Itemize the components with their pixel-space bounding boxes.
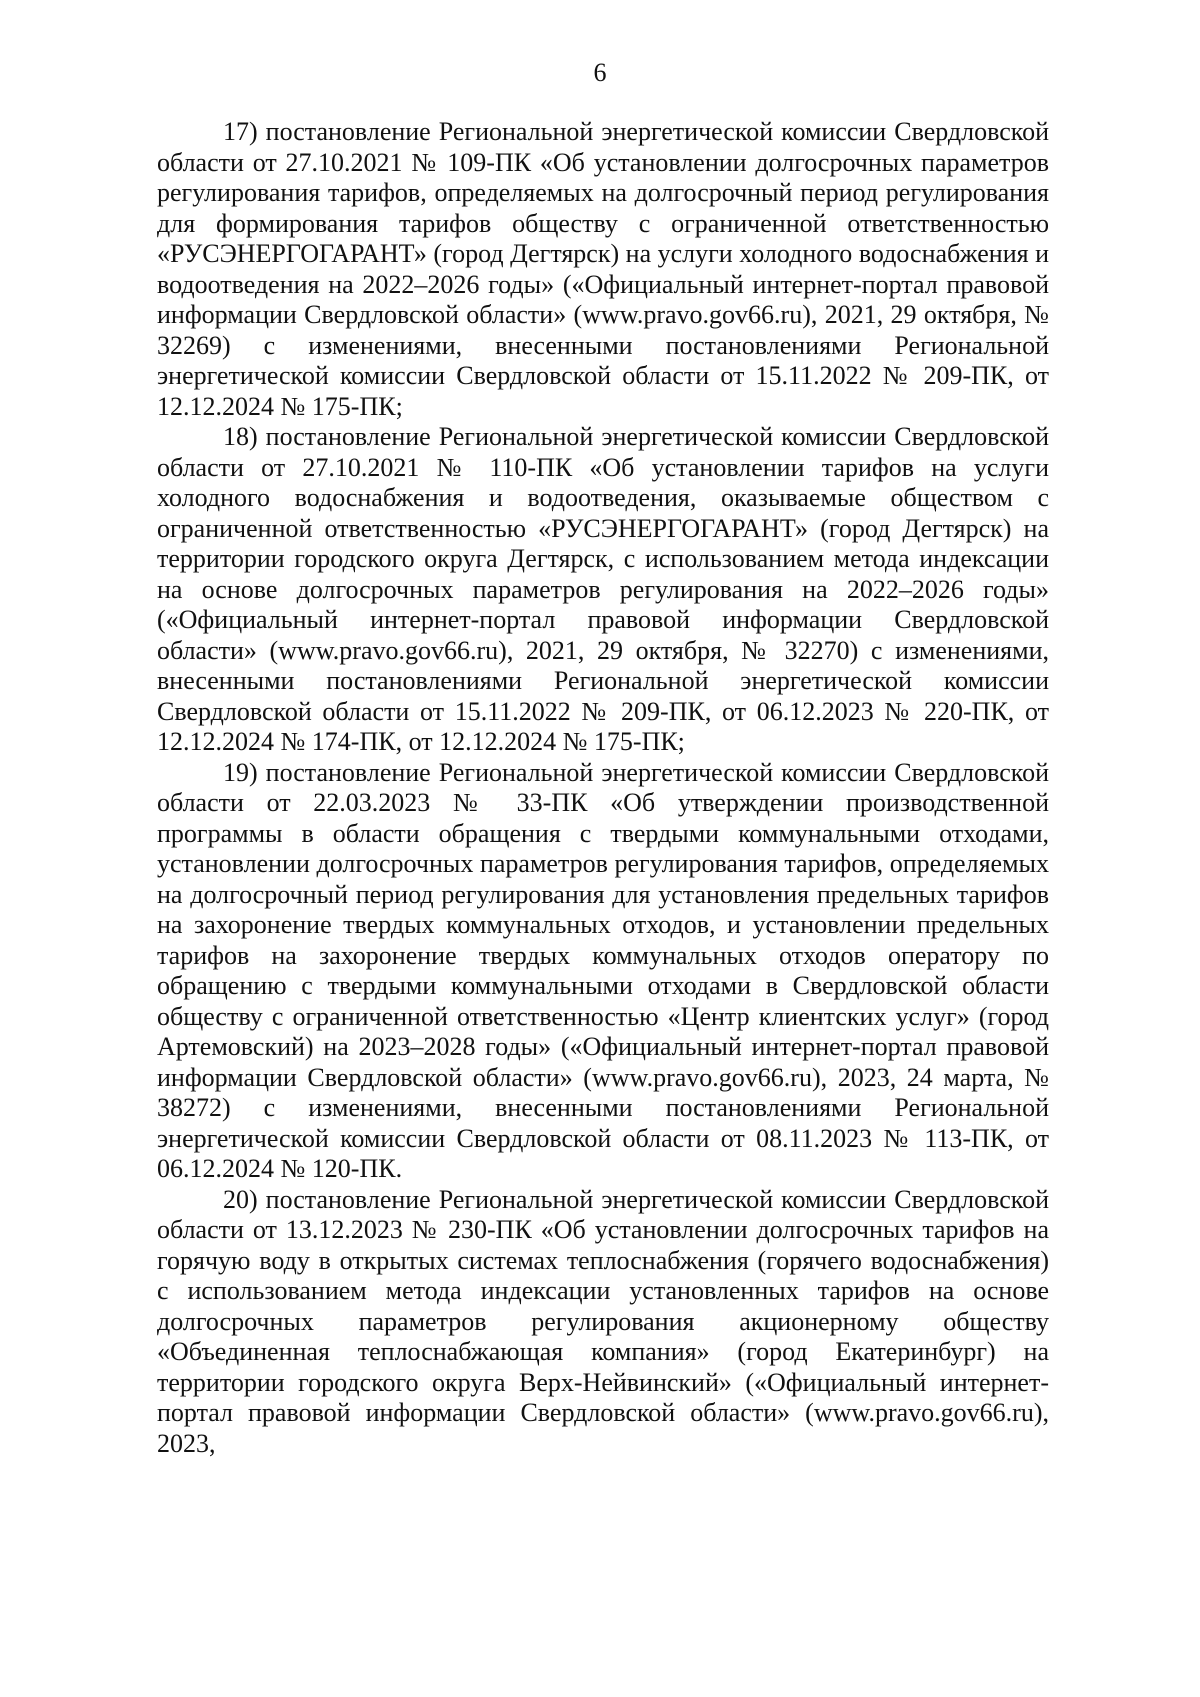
page-number: 6 [593, 58, 607, 87]
paragraph-item-17: 17) постановление Региональной энергетической комиссии Свердловской области от 27.10.2021 № 109-ПК «Об установлении долгосрочных параметров регулирования тарифов, определяемых на долгосрочный период регулирования для формирования тарифов обществу с ограниченной ответственностью «РУСЭНЕРГОГАРАНТ» (город Дегтярск) на услуги холодного водоснабжения и водоотведения на 2022–2026 годы» («Официальный интернет-портал правовой информации Свердловской области» (www.pravo.gov66.ru), 2021, 29 октября, № 32269) с изменениями, внесенными постановлениями Региональной энергетической комиссии Свердловской области от 15.11.2022 № 209-ПК, от 12.12.2024 № 175-ПК; [157, 117, 1049, 421]
paragraph-item-18: 18) постановление Региональной энергетической комиссии Свердловской области от 27.10.2021 № 110-ПК «Об установлении тарифов на услуги холодного водоснабжения и водоотведения, оказываемые обществом с ограниченной ответственностью «РУСЭНЕРГОГАРАНТ» (город Дегтярск) на территории городского округа Дегтярск, с использованием метода индексации на основе долгосрочных параметров регулирования на 2022–2026 годы» («Официальный интернет-портал правовой информации Свердловской области» (www.pravo.gov66.ru), 2021, 29 октября, № 32270) с изменениями, внесенными постановлениями Региональной энергетической комиссии Свердловской области от 15.11.2022 № 209-ПК, от 06.12.2023 № 220-ПК, от 12.12.2024 № 174-ПК, от 12.12.2024 № 175-ПК; [157, 422, 1049, 756]
document-body [157, 117, 1049, 1459]
paragraph-item-19: 19) постановление Региональной энергетической комиссии Свердловской области от 22.03.2023 № 33-ПК «Об утверждении производственной программы в области обращения с твердыми коммунальными отходами, установлении долгосрочных параметров регулирования тарифов, определяемых на долгосрочный период регулирования для установления предельных тарифов на захоронение твердых коммунальных отходов, и установлении предельных тарифов на захоронение твердых коммунальных отходов оператору по обращению с твердыми коммунальными отходами в Свердловской области обществу с ограниченной ответственностью «Центр клиентских услуг» (город Артемовский) на 2023–2028 годы» («Официальный интернет-портал правовой информации Свердловской области» (www.pravo.gov66.ru), 2023, 24 марта, № 38272) с изменениями, внесенными постановлениями Региональной энергетической комиссии Свердловской области от 08.11.2023 № 113-ПК, от 06.12.2024 № 120-ПК. [157, 757, 1049, 1183]
paragraph-item-20: 20) постановление Региональной энергетической комиссии Свердловской области от 13.12.2023 № 230-ПК «Об установлении долгосрочных тарифов на горячую воду в открытых системах теплоснабжения (горячего водоснабжения) с использованием метода индексации установленных тарифов на основе долгосрочных параметров регулирования акционерному обществу «Объединенная теплоснабжающая компания» (город Екатеринбург) на территории городского округа Верх-Нейвинский» («Официальный интернет-портал правовой информации Свердловской области» (www.pravo.gov66.ru), 2023, [157, 1184, 1049, 1458]
